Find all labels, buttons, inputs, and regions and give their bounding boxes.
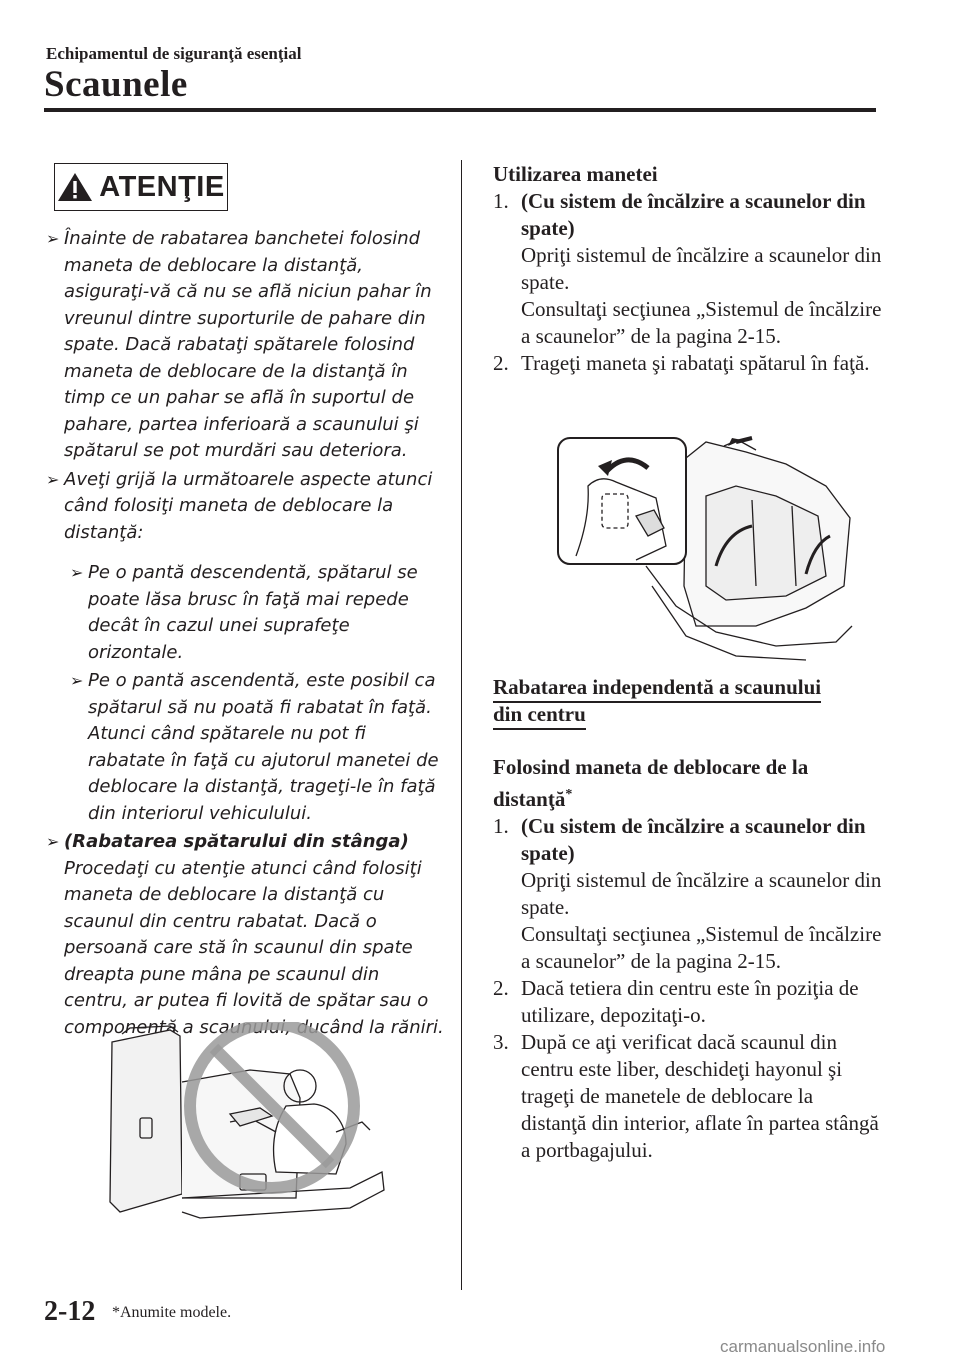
footnote: *Anumite modele. <box>112 1304 232 1321</box>
arrow-bullet-icon: ➢ <box>46 229 60 248</box>
warning-item: ➢ Înainte de rabatarea banchetei folosind maneta de deblocare la distanţă, asiguraţi-vă că nu se află niciun pahar în vreunul dintre suporturile de pahare din spate. Dacă rabataţi spătarele folosind maneta de deblocare de la distanţă în timp ce un pahar se află în suportul de pahare, partea inferioară a scaunului şi spătarul se pot murdări sau deteriora. <box>46 228 432 461</box>
warning-item: ➢ Aveţi grijă la următoarele aspecte atunci când folosiţi maneta de deblocare la distanţă: <box>46 468 433 543</box>
section-header: Echipamentul de siguranţă esenţial <box>46 44 302 63</box>
arrow-bullet-icon: ➢ <box>70 563 84 582</box>
usage-section <box>493 161 883 377</box>
page-number: 2-12 <box>44 1296 96 1327</box>
independent-step: 3. După ce aţi verificat dacă scaunul din centru este liber, deschideţi hayonul şi trageţi de manetele de deblocare la distanţă din interior, aflate în partea stângă a portbagajului. <box>493 1030 879 1162</box>
column-divider <box>461 160 462 1290</box>
usage-heading: Utilizarea manetei <box>493 162 658 186</box>
independent-section <box>493 674 883 1164</box>
warning-subitem: ➢ Pe o pantă ascendentă, este posibil ca spătarul să nu poată fi rabatat în faţă. Atunci când spătarele nu pot fi rabatate în faţă cu ajutorul manetei de deblocare la distanţă, trageţi-le în faţă din interiorul vehiculului. <box>70 670 439 824</box>
arrow-bullet-icon: ➢ <box>70 671 84 690</box>
warning-list <box>46 226 448 1041</box>
warning-box <box>54 163 228 211</box>
warning-triangle-icon <box>57 172 93 202</box>
independent-subheading: Folosind maneta de deblocare de la distanţă* <box>493 755 809 811</box>
independent-heading: Rabatarea independentă a scaunului din centru <box>493 674 843 728</box>
prohibited-illustration <box>100 1022 392 1220</box>
usage-step: 2. Trageţi maneta şi rabataţi spătarul în faţă. <box>493 351 870 375</box>
warning-item: ➢ (Rabatarea spătarului din stânga) Procedaţi cu atenţie atunci când folosiţi maneta de deblocare la distanţă cu scaunul din centru rabatat. Dacă o persoană care stă în scaunul din spate dreapta pune mâna pe scaunul din centru, ar putea fi lovită de spătar sau o componentă a scaunului, ducând la răniri. <box>46 831 444 1038</box>
asterisk-marker: * <box>565 787 573 802</box>
independent-step: 2. Dacă tetiera din centru este în poziţia de utilizare, depozitaţi-o. <box>493 976 859 1027</box>
independent-step: 1. (Cu sistem de încălzire a scaunelor din spate) Opriţi sistemul de încălzire a scaunelor din spate. Consultaţi secţiunea „Sistemul de încălzire a scaunelor” de la pagina 2-15. <box>493 814 882 973</box>
arrow-bullet-icon: ➢ <box>46 832 60 851</box>
lever-illustration <box>556 436 856 664</box>
page-title: Scaunele <box>44 64 188 105</box>
warning-title: ATENŢIE <box>99 170 225 203</box>
warning-item-heading: (Rabatarea spătarului din stânga) <box>64 831 409 852</box>
title-rule <box>44 108 876 112</box>
watermark: carmanualsonline.info <box>720 1337 886 1356</box>
arrow-bullet-icon: ➢ <box>46 469 60 489</box>
usage-step: 1. (Cu sistem de încălzire a scaunelor din spate) Opriţi sistemul de încălzire a scaunelor din spate. Consultaţi secţiunea „Sistemul de încălzire a scaunelor” de la pagina 2-15. <box>493 189 882 348</box>
warning-subitem: ➢ Pe o pantă descendentă, spătarul se poate lăsa brusc în faţă mai repede decât în cazul unei suprafeţe orizontale. <box>70 562 418 663</box>
